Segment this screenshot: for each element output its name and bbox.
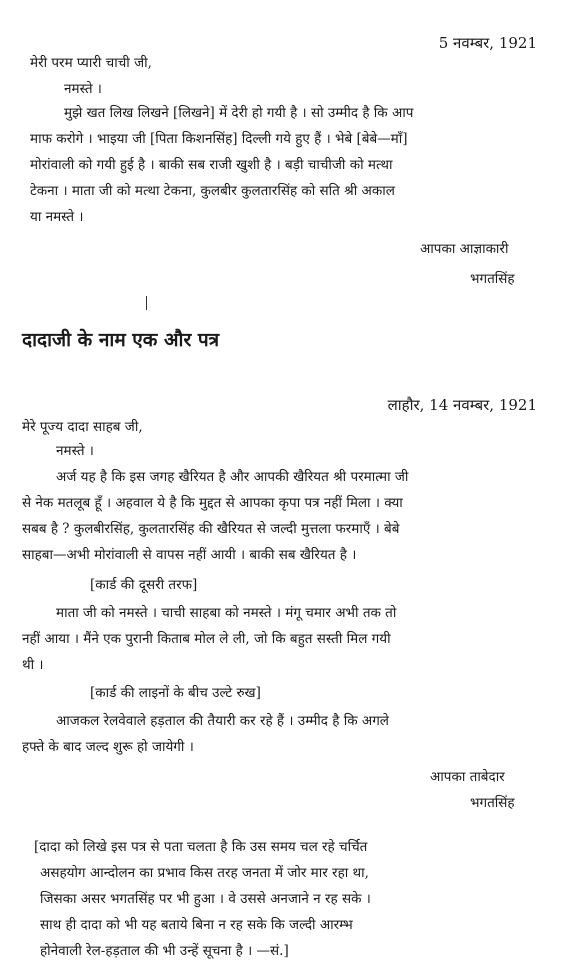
letter2-body-line: नहीं आया । मैंने एक पुरानी किताब मोल ले ली, जो कि बहुत सस्ती मिल गयी — [22, 631, 391, 647]
letter2-body-line: अर्ज यह है कि इस जगह खैरियत है और आपकी खैरियत श्री परमात्मा जी — [56, 469, 409, 485]
letter2-body-line: सबब है ? कुलबीरसिंह, कुलतारसिंह की खैरियत से जल्दी मुत्तला फरमाएँ । बेबे — [22, 521, 400, 537]
card-note: [कार्ड की दूसरी तरफ] — [90, 577, 198, 593]
editor-note-line: जिसका असर भगतसिंह पर भी हुआ । वे उससे अनजाने न रह सके । — [40, 891, 371, 907]
editor-note-line: असहयोग आन्दोलन का प्रभाव किस तरह जनता में जोर मार रहा था, — [40, 865, 369, 881]
letter2-body-line: हफ्ते के बाद जल्द शुरू हो जायेगी । — [22, 739, 194, 755]
letter2-salutation: मेरे पूज्य दादा साहब जी, — [22, 419, 143, 435]
letter2-body-line: साहबा—अभी मोरांवाली से वापस नहीं आयी । बाकी सब खैरियत है । — [22, 547, 357, 563]
letter2-greeting: नमस्ते । — [56, 443, 94, 459]
letter2-body-line: थी । — [22, 657, 44, 673]
letter1-body-line: माफ करोगे । भाइया जी [पिता किशनसिंह] दिल्ली गये हुए हैं । भेबे [बेबे—माँ] — [30, 131, 408, 147]
section-heading: दादाजी के नाम एक और पत्र — [22, 329, 220, 351]
letter1-body-line: मोरांवाली को गयी हुई है । बाकी सब राजी खुशी है । बड़ी चाचीजी को मत्था — [30, 157, 393, 173]
letter2-closing: आपका ताबेदार — [430, 769, 505, 785]
letter1-signature: भगतसिंह — [470, 271, 515, 287]
stray-mark — [146, 296, 147, 310]
letter1-greeting: नमस्ते । — [64, 81, 102, 97]
letter1-date: 5 नवम्बर, 1921 — [438, 34, 537, 52]
letter1-closing: आपका आज्ञाकारी — [420, 241, 509, 257]
letter2-signature: भगतसिंह — [470, 795, 515, 811]
letter1-body-line: मुझे खत लिख लिखने [लिखने] में देरी हो गयी है । सो उम्मीद है कि आप — [64, 105, 414, 121]
editor-note-line: [दादा को लिखे इस पत्र से पता चलता है कि उस समय चल रहे चर्चित — [34, 839, 368, 855]
letter1-body-line: या नमस्ते । — [30, 209, 84, 225]
card-note: [कार्ड की लाइनों के बीच उल्टे रुख] — [90, 685, 261, 701]
letter1-body-line: टेकना । माता जी को मत्था टेकना, कुलबीर कुलतारसिंह को सति श्री अकाल — [30, 183, 395, 199]
editor-note-line: होनेवाली रेल-हड़ताल की भी उन्हें सूचना है । —सं.] — [40, 943, 289, 959]
letter2-body-line: से नेक मतलूब हूँ । अहवाल ये है कि मुद्दत से आपका कृपा पत्र नहीं मिला । क्या — [22, 495, 403, 511]
letter2-date: लाहौर, 14 नवम्बर, 1921 — [387, 396, 537, 414]
letter2-body-line: आजकल रेलवेवाले हड़ताल की तैयारी कर रहे हैं । उम्मीद है कि अगले — [56, 713, 389, 729]
editor-note-line: साथ ही दादा को भी यह बताये बिना न रह सके कि जल्दी आरम्भ — [40, 917, 353, 933]
letter1-salutation: मेरी परम प्यारी चाची जी, — [30, 55, 152, 71]
letter2-body-line: माता जी को नमस्ते । चाची साहबा को नमस्ते । मंगू चमार अभी तक तो — [56, 605, 397, 621]
